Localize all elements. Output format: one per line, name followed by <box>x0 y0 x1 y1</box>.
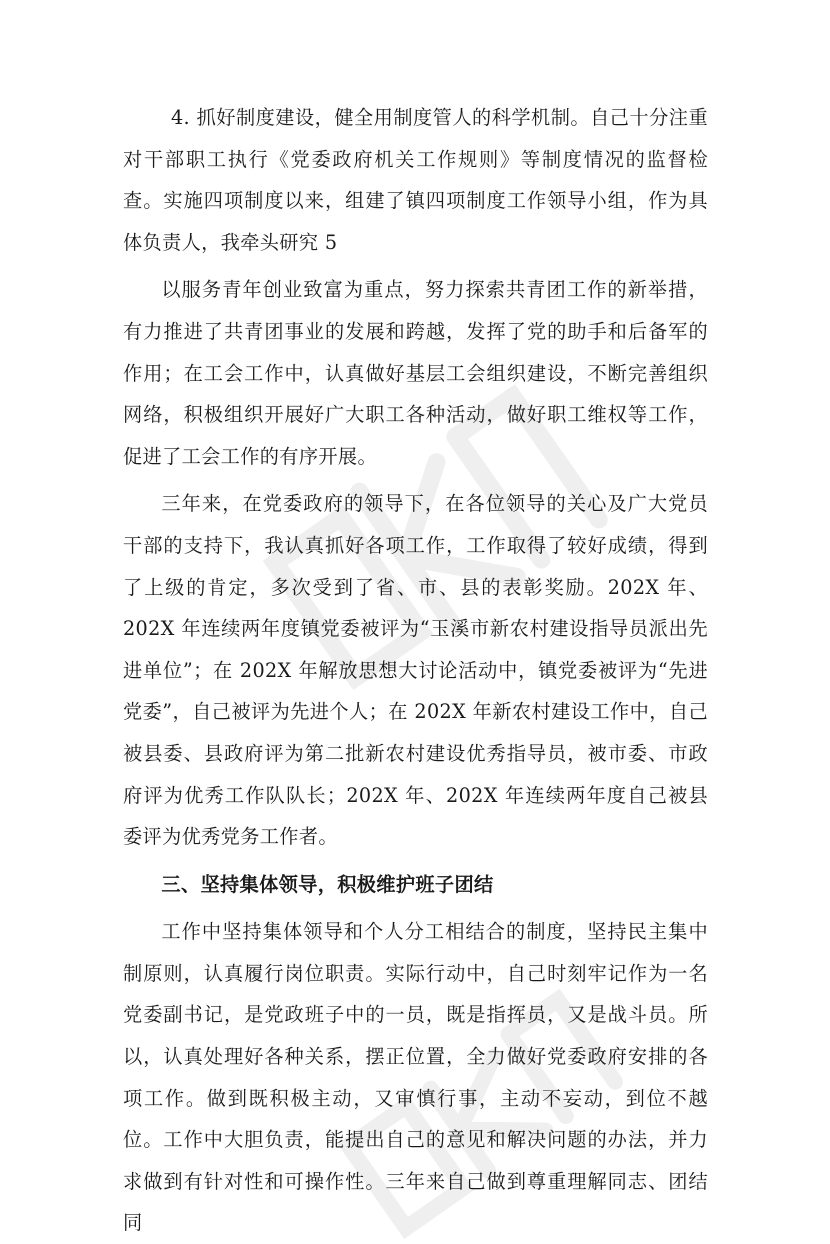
paragraph-achievements: 三年来，在党委政府的领导下，在各位领导的关心及广大党员干部的支持下，我认真抓好各项工作，工作取得了较好成绩，得到了上级的肯定，多次受到了省、市、县的表彰奖励。202X 年、202X 年连续两年度镇党委被评为“玉溪市新农村建设指导员派出先进单位”；在 202X 年解放思想大讨论活动中，镇党委被评为“先进党委”，自己被评为先进个人；在 202X 年新农村建设工作中，自己被县委、县政府评为第二批新农村建设优秀指导员，被市委、市政府评为优秀工作队队长；202X 年、202X 年连续两年度自己被县委评为优秀党务工作者。 <box>123 492 708 849</box>
paragraph-youth-league: 以服务青年创业致富为重点，努力探索共青团工作的新举措，有力推进了共青团事业的发展和跨越，发挥了党的助手和后备军的作用；在工会工作中，认真做好基层工会组织建设，不断完善组织网络，积极组织开展好广大职工各种活动，做好职工维权等工作，促进了工会工作的有序开展。 <box>123 278 708 468</box>
document-body <box>123 97 708 1244</box>
section-heading: 三、坚持集体领导，积极维护班子团结 <box>161 872 494 896</box>
paragraph-collective-leadership: 工作中坚持集体领导和个人分工相结合的制度，坚持民主集中制原则，认真履行岗位职责。实际行动中，自己时刻牢记作为一名党委副书记，是党政班子中的一员，既是指挥员，又是战斗员。所以，认真处理好各种关系，摆正位置，全力做好党委政府安排的各项工作。做到既积极主动，又审慎行事，主动不妄动，到位不越位。工作中大胆负责，能提出自己的意见和解决问题的办法，并力求做到有针对性和可操作性。三年来自己做到尊重理解同志、团结同 <box>123 920 708 1235</box>
paragraph-system-building: 4. 抓好制度建设，健全用制度管人的科学机制。自己十分注重对干部职工执行《党委政府机关工作规则》等制度情况的监督检查。实施四项制度以来，组建了镇四项制度工作领导小组，作为具体负责人，我牵头研究 5 <box>123 106 708 254</box>
